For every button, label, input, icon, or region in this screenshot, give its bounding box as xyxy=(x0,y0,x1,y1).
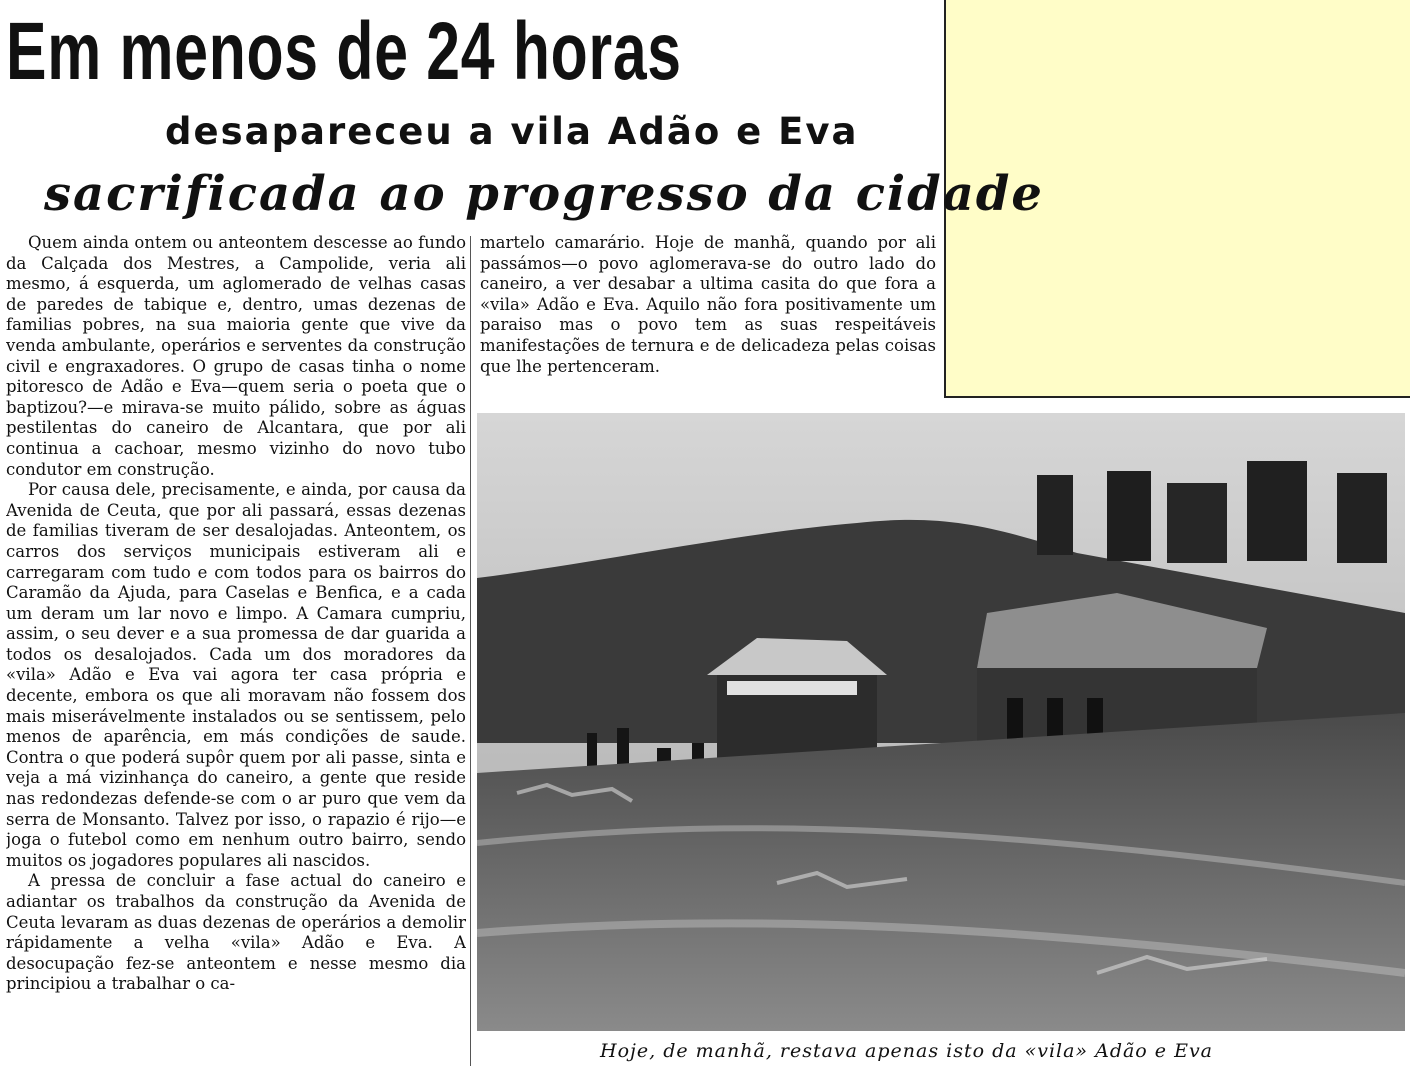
headline-sub: desapareceu a vila Adão e Eva xyxy=(165,110,859,153)
article-paragraph-continued: martelo camarário. Hoje de manhã, quando por ali passámos—o povo aglomerava-se do outro lado do caneiro, a ver desabar a ultima casita do que fora a «vila» Adão e Eva. Aquilo não fora positivamente um paraiso mas o povo tem as suas respeitáveis manifestações de ternura e de delicadeza pelas coisas que lhe pertenceram. xyxy=(480,233,936,376)
article-paragraph-3: A pressa de concluir a fase actual do caneiro e adiantar os trabalhos da construção da Avenida de Ceuta levaram as duas dezenas de operários a demolir rápidamente a velha «vila» Adão e Eva. A desocupação fez-se anteontem e nesse mesmo dia principiou a trabalhar o ca- xyxy=(6,871,466,994)
article-paragraph-1: Quem ainda ontem ou anteontem descesse ao fundo da Calçada dos Mestres, a Campolide, veria ali mesmo, á esquerda, um aglomerado de velhas casas de paredes de tabique e, dentro, umas dezenas de familias pobres, na sua maioria gente que vive da venda ambulante, operários e serventes da construção civil e engraxadores. O grupo de casas tinha o nome pitoresco de Adão e Eva—quem seria o poeta que o baptizou?—e mirava-se muito pálido, sobre as águas pestilentas do caneiro de Alcantara, que por ali continua a cachoar, mesmo vizinho do novo tubo condutor em construção. xyxy=(6,233,466,479)
article-paragraph-2: Por causa dele, precisamente, e ainda, por causa da Avenida de Ceuta, que por ali passará, essas dezenas de familias tiveram de ser desalojadas. Anteontem, os carros dos serviços municipais estiveram ali e carregaram com tudo e com todos para os bairros do Caramão da Ajuda, para Caselas e Benfica, e a cada um deram um lar novo e limpo. A Camara cumpriu, assim, o seu dever e a sua promessa de dar guarida a todos os desalojados. Cada um dos moradores da «vila» Adão e Eva vai agora ter casa própria e decente, embora os que ali moravam não fossem dos mais miserávelmente instalados ou se sentissem, pelo menos de aparência, em más condições de saude. Contra o que poderá supôr quem por ali passe, sinta e veja a má vizinhança do caneiro, a gente que reside nas redondezas defende-se com o ar puro que vem da serra de Monsanto. Talvez por isso, o rapazio é rijo—e joga o futebol como em nenhum outro bairro, sendo muitos os jogadores populares ali nascidos. xyxy=(6,480,466,870)
photo-caption: Hoje, de manhã, restava apenas isto da «vila» Adão e Eva xyxy=(600,1040,1214,1062)
photo-illustration xyxy=(477,413,1405,1031)
column-divider xyxy=(470,236,471,1066)
news-photo xyxy=(477,413,1405,1031)
article-column-left xyxy=(6,233,466,1069)
headline-italic: sacrificada ao progresso da cidade xyxy=(44,166,1044,222)
headline-main: Em menos de 24 horas xyxy=(6,6,682,97)
article-column-right xyxy=(480,233,936,403)
